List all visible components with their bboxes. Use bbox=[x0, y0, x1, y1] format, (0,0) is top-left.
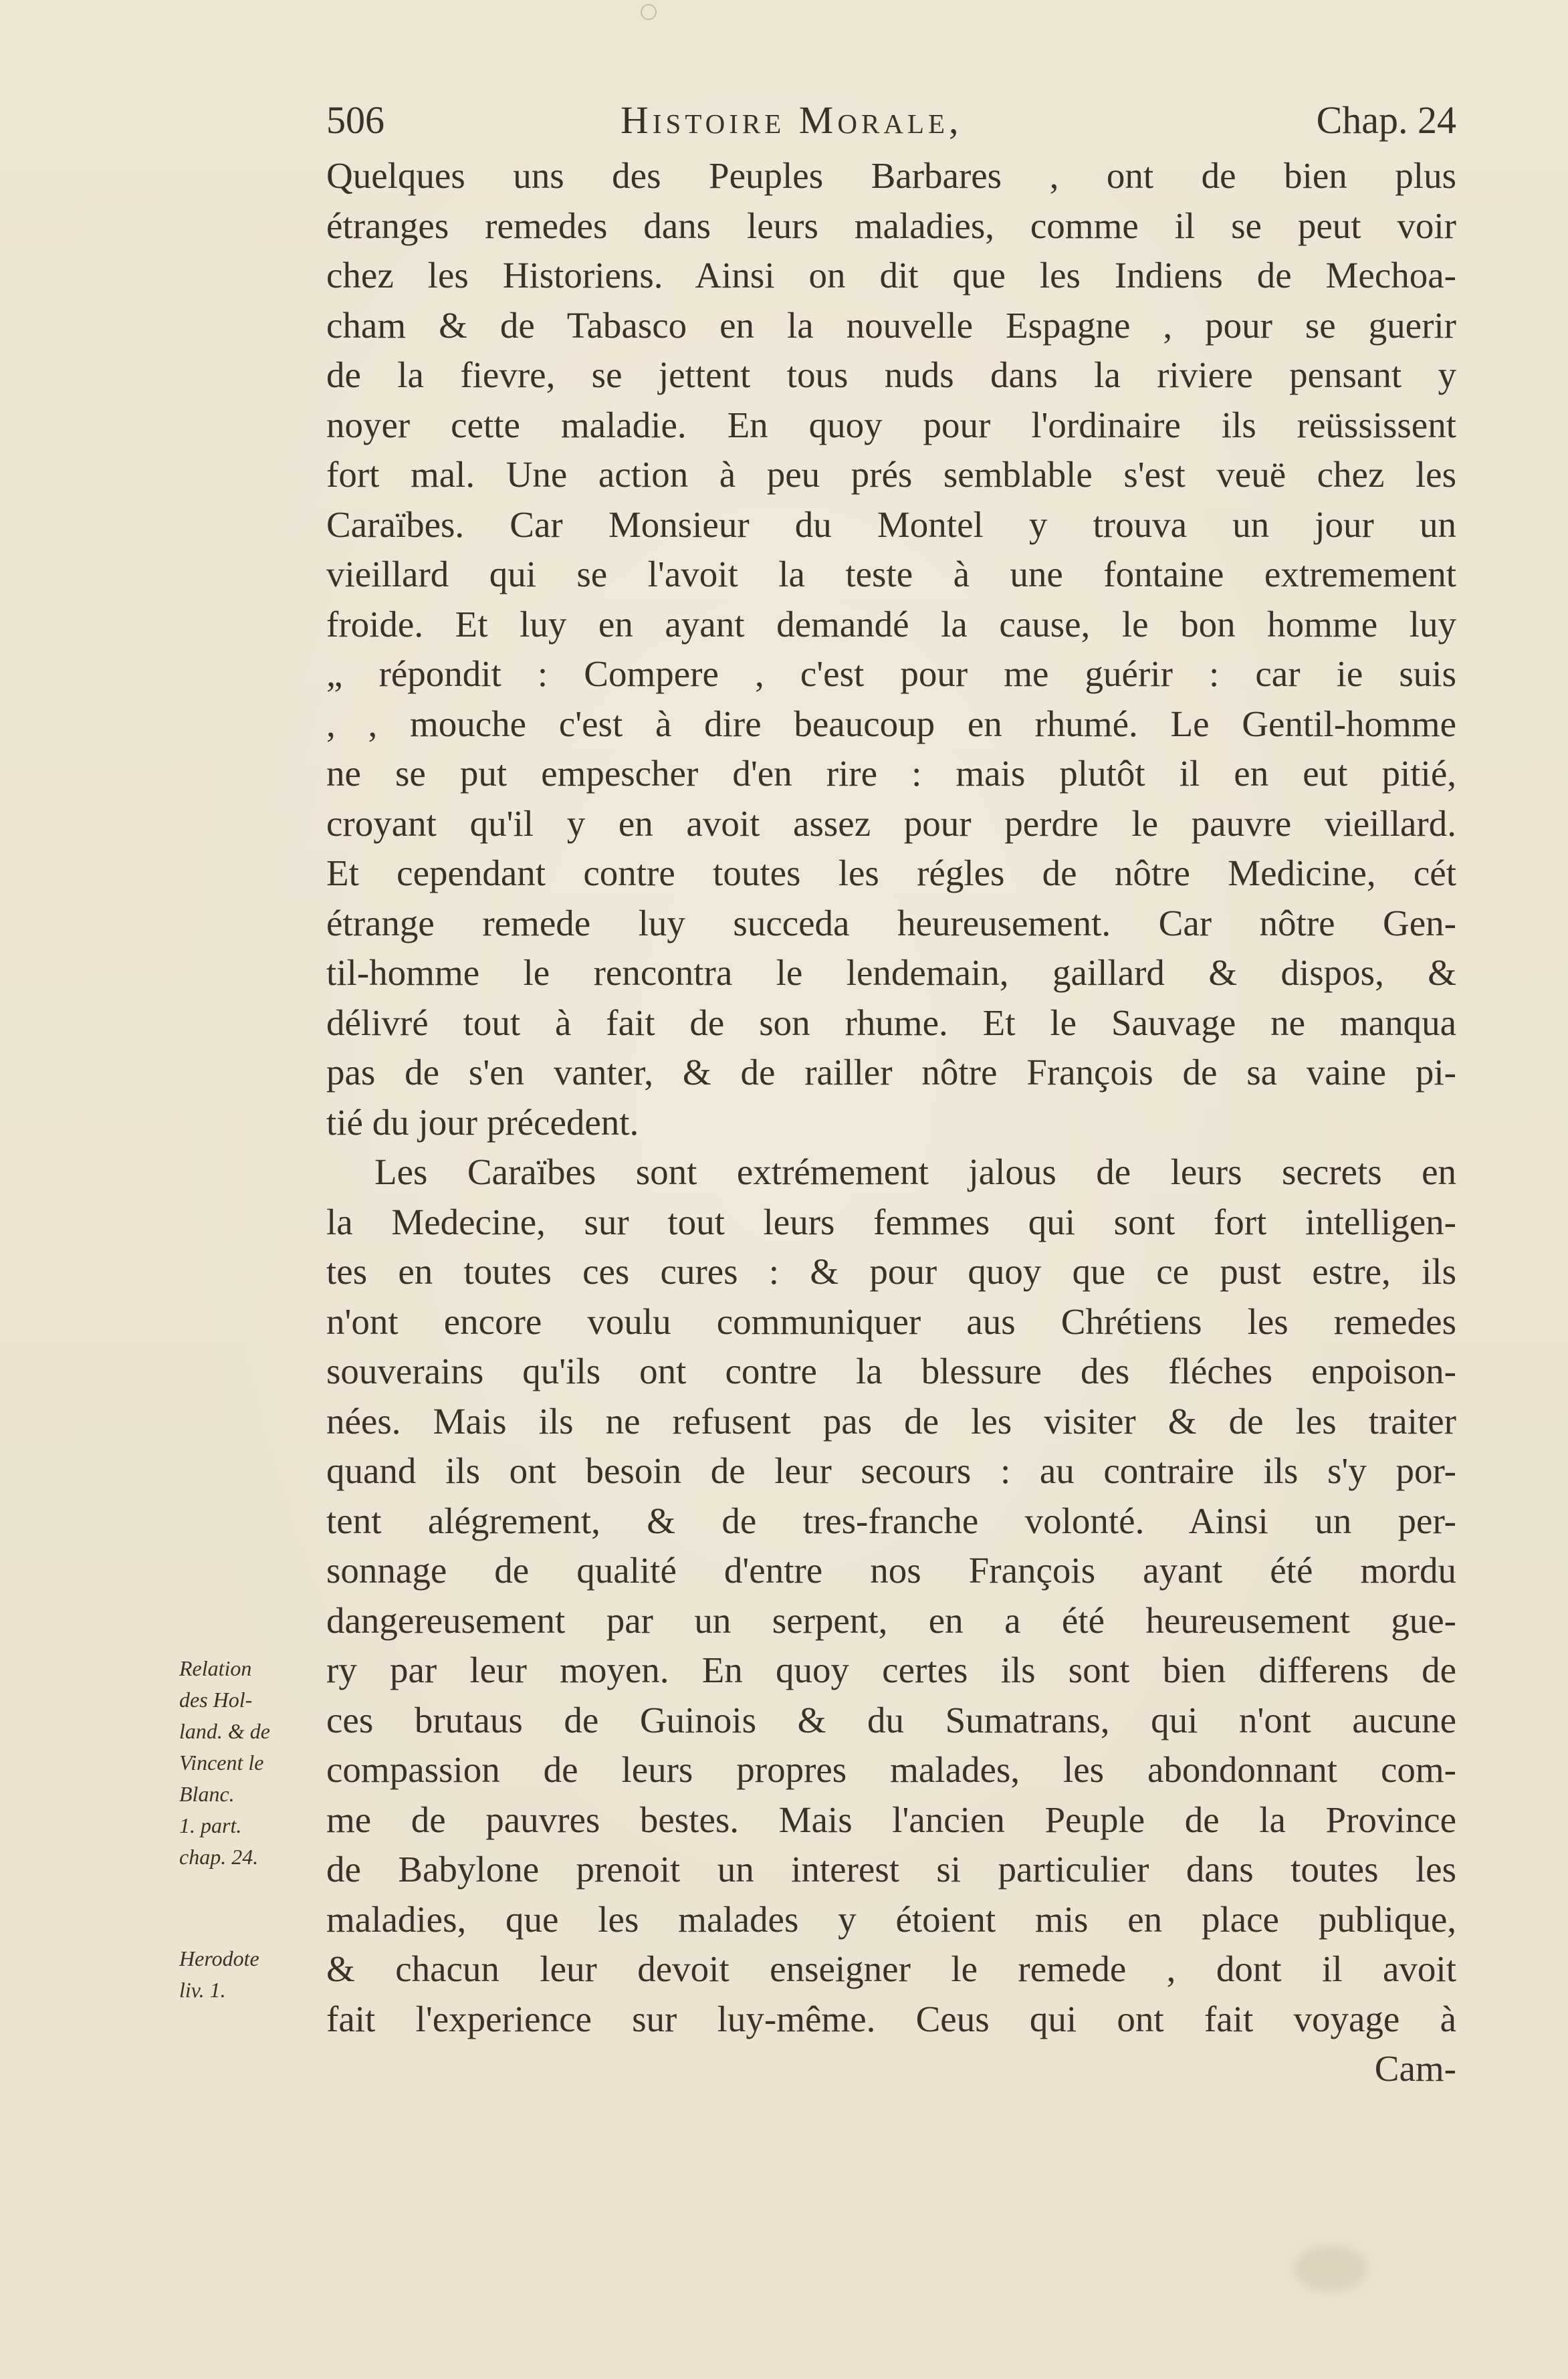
text-line: la Medecine, sur tout leurs femmes qui sont fort intelligen- bbox=[326, 1201, 1456, 1242]
marginal-note-line: des Hol- bbox=[179, 1688, 253, 1712]
text-line: délivré tout à fait de son rhume. Et le Sauvage ne manqua bbox=[326, 1002, 1456, 1043]
marginal-note-herodote bbox=[179, 1943, 320, 2006]
text-line: dangereusement par un serpent, en a été heureusement gue- bbox=[326, 1599, 1456, 1641]
text-line: de Babylone prenoit un interest si particulier dans toutes les bbox=[326, 1849, 1456, 1890]
text-line: croyant qu'il y en avoit assez pour perdre le pauvre vieillard. bbox=[326, 802, 1456, 844]
text-line: noyer cette maladie. En quoy pour l'ordinaire ils reüssissent bbox=[326, 404, 1456, 445]
paper-stain bbox=[1294, 2245, 1367, 2292]
text-line: tent alégrement, & de tres-franche volonté. Ainsi un per- bbox=[326, 1500, 1456, 1541]
body-text bbox=[326, 151, 1456, 2094]
paragraph-start-line: Les Caraïbes sont extrémement jalous de leurs secrets en bbox=[374, 1151, 1456, 1192]
chapter-label: Chap. 24 bbox=[1316, 98, 1456, 142]
text-line: tes en toutes ces cures : & pour quoy que ce pust estre, ils bbox=[326, 1251, 1456, 1292]
text-line: maladies, que les malades y étoient mis en place publique, bbox=[326, 1898, 1456, 1940]
marginal-note-relation bbox=[179, 1653, 320, 1873]
text-line: ry par leur moyen. En quoy certes ils sont bien differens de bbox=[326, 1650, 1456, 1690]
text-line: étranges remedes dans leurs maladies, comme il se peut voir bbox=[326, 205, 1456, 246]
marginal-note-line: 1. part. bbox=[179, 1813, 242, 1837]
text-line: vieillard qui se l'avoit la teste à une fontaine extremement bbox=[326, 554, 1456, 594]
text-line: fait l'experience sur luy-même. Ceus qui ont fait voyage à bbox=[326, 1998, 1456, 2039]
text-line: Et cependant contre toutes les régles de nôtre Medicine, cét bbox=[326, 853, 1456, 893]
text-line: nées. Mais ils ne refusent pas de les visiter & de les traiter bbox=[326, 1400, 1456, 1442]
text-line: til-homme le rencontra le lendemain, gaillard & dispos, & bbox=[326, 952, 1456, 993]
marginal-note-line: Relation bbox=[179, 1656, 252, 1680]
text-line: fort mal. Une action à peu prés semblable s'est veuë chez les bbox=[326, 454, 1456, 495]
marginal-note-line: Herodote bbox=[179, 1946, 259, 1970]
text-line: ne se put empescher d'en rire : mais plutôt il en eut pitié, bbox=[326, 753, 1456, 794]
text-line: n'ont encore voulu communiquer aus Chrétiens les remedes bbox=[326, 1300, 1456, 1342]
text-line: , , mouche c'est à dire beaucoup en rhumé. Le Gentil-homme bbox=[326, 703, 1456, 744]
page-number: 506 bbox=[326, 98, 384, 142]
marginal-note-line: land. & de bbox=[179, 1719, 270, 1743]
text-line: me de pauvres bestes. Mais l'ancien Peuple de la Province bbox=[326, 1799, 1456, 1840]
text-line: sonnage de qualité d'entre nos François ayant été mordu bbox=[326, 1550, 1456, 1591]
text-line: souverains qu'ils ont contre la blessure des fléches enpoison- bbox=[326, 1351, 1456, 1391]
marginal-note-line: chap. 24. bbox=[179, 1845, 259, 1869]
catchword: Cam- bbox=[1374, 2048, 1456, 2089]
text-line: de la fievre, se jettent tous nuds dans la riviere pensant y bbox=[326, 354, 1456, 395]
text-line: & chacun leur devoit enseigner le remede , dont il avoit bbox=[326, 1948, 1456, 1989]
marginal-note-line: liv. 1. bbox=[179, 1978, 226, 2002]
running-title: Histoire Morale, bbox=[621, 98, 963, 142]
marginal-note-line: Vincent le bbox=[179, 1750, 264, 1775]
text-line: ces brutaus de Guinois & du Sumatrans, qui n'ont aucune bbox=[326, 1699, 1456, 1740]
marginal-note-line: Blanc. bbox=[179, 1782, 235, 1806]
paragraph-end-line: tié du jour précedent. bbox=[326, 1101, 639, 1143]
text-line: froide. Et luy en ayant demandé la cause, le bon homme luy bbox=[326, 603, 1456, 645]
text-line: Caraïbes. Car Monsieur du Montel y trouva un jour un bbox=[326, 503, 1456, 545]
text-line: cham & de Tabasco en la nouvelle Espagne , pour se guerir bbox=[326, 304, 1456, 346]
page-blemish-mark bbox=[641, 4, 657, 20]
text-line: étrange remede luy succeda heureusement. Car nôtre Gen- bbox=[326, 902, 1456, 943]
text-line: „ répondit : Compere , c'est pour me guérir : car ie suis bbox=[326, 653, 1456, 694]
text-line: chez les Historiens. Ainsi on dit que les Indiens de Mechoa- bbox=[326, 255, 1456, 296]
text-line: Quelques uns des Peuples Barbares , ont de bien plus bbox=[326, 155, 1456, 196]
text-line: compassion de leurs propres malades, les abondonnant com- bbox=[326, 1749, 1456, 1790]
running-head bbox=[326, 94, 1456, 147]
text-line: quand ils ont besoin de leur secours : au contraire ils s'y por- bbox=[326, 1450, 1456, 1491]
text-line: pas de s'en vanter, & de railler nôtre François de sa vaine pi- bbox=[326, 1052, 1456, 1093]
